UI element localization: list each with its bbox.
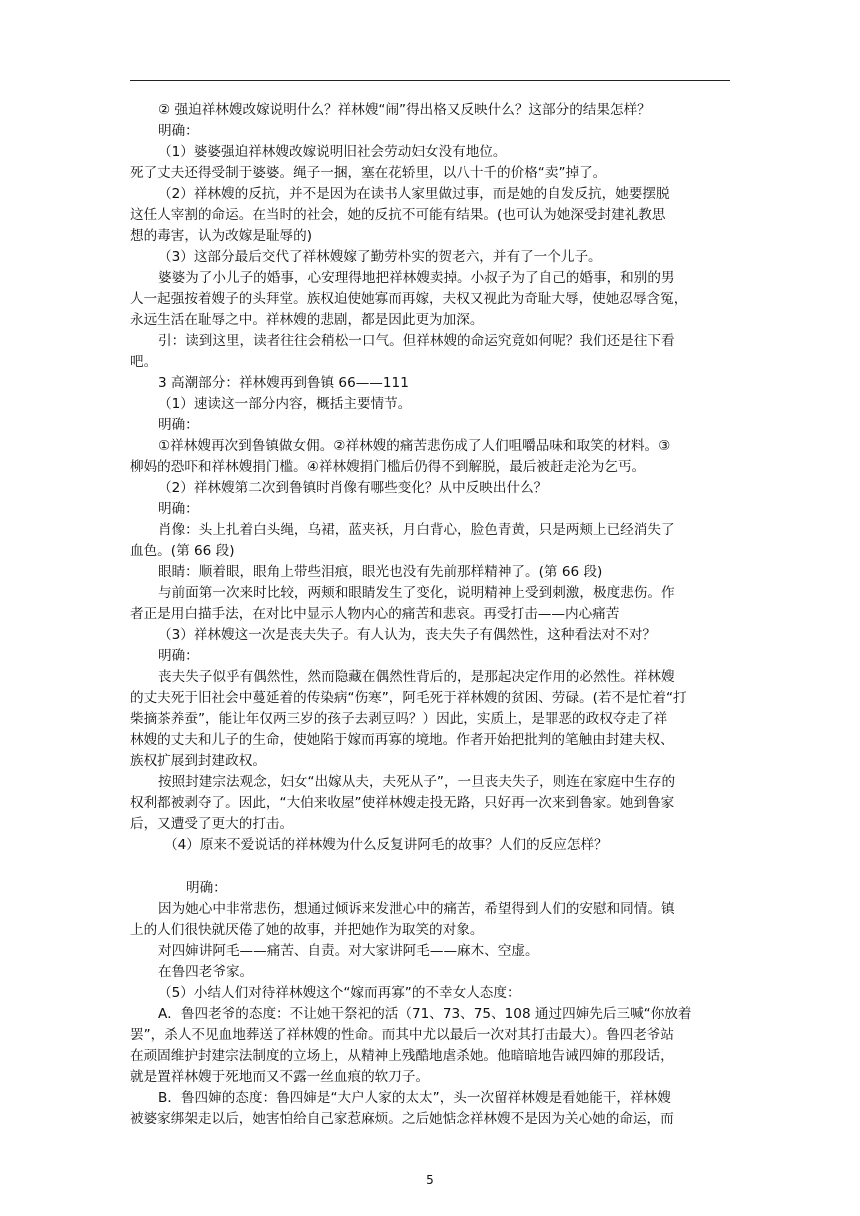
question-heading: （2）祥林嫂第二次到鲁镇时肖像有哪些变化？从中反映出什么？ xyxy=(158,480,548,496)
body-text-line: 血色。(第 66 段) xyxy=(130,543,235,559)
answer-label: 明确： xyxy=(158,501,199,517)
paragraph-start: 在鲁四老爷家。 xyxy=(158,964,254,980)
paragraph-start: B．鲁四婶的态度：鲁四婶是“大户人家的太太”，头一次留祥林嫂是看她能干，祥林嫂 xyxy=(158,1090,671,1106)
paragraph-start: 与前面第一次来时比较，两颊和眼睛发生了变化，说明精神上受到刺激，极度悲伤。作 xyxy=(158,585,675,601)
answer-point-1: （1）婆婆强迫祥林嫂改嫁说明旧社会劳动妇女没有地位。 xyxy=(158,144,507,160)
body-text-line: 在顽固维护封建宗法制度的立场上，从精神上残酷地虐杀她。他暗暗地告诫四婶的那段话， xyxy=(130,1048,674,1064)
body-text-line: 被婆家绑架走以后，她害怕给自己家惹麻烦。之后她惦念祥林嫂不是因为关心她的命运，而 xyxy=(130,1111,674,1127)
paragraph-start: 眼睛：顺着眼，眼角上带些泪痕，眼光也没有先前那样精神了。(第 66 段) xyxy=(158,564,603,580)
body-text-line: 就是置祥林嫂于死地而又不露一丝血痕的软刀子。 xyxy=(130,1069,430,1085)
page-body xyxy=(130,100,730,1130)
body-text-line: 权利都被剥夺了。因此，“大伯来收屋”使祥林嫂走投无路，只好再一次来到鲁家。她到鲁家 xyxy=(130,795,675,811)
body-text-line: 者正是用白描手法，在对比中显示人物内心的痛苦和悲哀。再受打击——内心痛苦 xyxy=(130,606,620,622)
body-text-line: 后，又遭受了更大的打击。 xyxy=(130,816,294,832)
question-heading: （1）速读这一部分内容，概括主要情节。 xyxy=(158,396,412,412)
question-heading: （4）原来不爱说话的祥林嫂为什么反复讲阿毛的故事？人们的反应怎样？ xyxy=(164,837,608,853)
answer-label: 明确： xyxy=(186,880,227,896)
body-text-line: 这任人宰割的命运。在当时的社会，她的反抗不可能有结果。(也可认为她深受封建礼教思 xyxy=(130,207,666,223)
paragraph-start: ①祥林嫂再次到鲁镇做女佣。②祥林嫂的痛苦悲伤成了人们咀嚼品味和取笑的材料。③ xyxy=(158,438,671,454)
question-2-heading: ② 强迫祥林嫂改嫁说明什么？祥林嫂“闹”得出格又反映什么？这部分的结果怎样？ xyxy=(158,102,651,118)
body-text-line: 人一起强按着嫂子的头拜堂。族权迫使她寡而再嫁，夫权又视此为奇耻大辱，使她忍辱含冤， xyxy=(130,291,688,307)
page-number: 5 xyxy=(426,1173,434,1187)
body-text-line: 上的人们很快就厌倦了她的故事，并把她作为取笑的对象。 xyxy=(130,922,484,938)
paragraph-start: 对四婶讲阿毛——痛苦、自责。对大家讲阿毛——麻木、空虚。 xyxy=(158,943,539,959)
answer-point-3: （3）这部分最后交代了祥林嫂嫁了勤劳朴实的贺老六，并有了一个儿子。 xyxy=(158,249,602,265)
answer-label: 明确： xyxy=(158,123,199,139)
body-text-line: 族权扩展到封建政权。 xyxy=(130,753,266,769)
answer-label: 明确： xyxy=(158,417,199,433)
paragraph-start: 肖像：头上扎着白头绳，乌裙，蓝夹袄，月白背心，脸色青黄，只是两颊上已经消失了 xyxy=(158,522,675,538)
question-heading: （5）小结人们对待祥林嫂这个“嫁而再寡”的不幸女人态度： xyxy=(158,985,521,1001)
transition-paragraph: 引：读到这里，读者往往会稍松一口气。但祥林嫂的命运究竟如何呢？我们还是往下看 xyxy=(158,333,675,349)
paragraph-start: 丧夫失子似乎有偶然性，然而隐藏在偶然性背后的，是那起决定作用的必然性。祥林嫂 xyxy=(158,669,675,685)
body-text-line: 永远生活在耻辱之中。祥林嫂的悲剧，都是因此更为加深。 xyxy=(130,312,484,328)
paragraph-start: 按照封建宗法观念，妇女“出嫁从夫，夫死从子”，一旦丧夫失子，则连在家庭中生存的 xyxy=(158,774,676,790)
body-text-line: 想的毒害，认为改嫁是耻辱的) xyxy=(130,228,313,244)
body-text-line: 罢”，杀人不见血地葬送了祥林嫂的性命。而其中尤以最后一次对其打击最大）。鲁四老爷站 xyxy=(130,1027,674,1043)
body-text-line: 死了丈夫还得受制于婆婆。绳子一捆，塞在花轿里，以八十千的价格“卖”掉了。 xyxy=(130,165,607,181)
body-text-line: 柳妈的恐吓和祥林嫂捐门槛。④祥林嫂捐门槛后仍得不到解脱，最后被赶走沦为乞丐。 xyxy=(130,459,646,475)
blank-line xyxy=(130,856,730,878)
body-text-line: 林嫂的丈夫和儿子的生命，使她陷于嫁而再寡的境地。作者开始把批判的笔触由封建夫权、 xyxy=(130,732,674,748)
answer-point-2: （2）祥林嫂的反抗，并不是因为在读书人家里做过事，而是她的自发反抗，她要摆脱 xyxy=(158,186,670,202)
section-3-heading: 3 高潮部分：祥林嫂再到鲁镇 66——111 xyxy=(158,375,409,391)
paragraph-start: A．鲁四老爷的态度：不让她干祭祀的活（71、73、75、108 通过四婶先后三喊“你放着 xyxy=(158,1006,692,1022)
paragraph-start: 因为她心中非常悲伤，想通过倾诉来发泄心中的痛苦，希望得到人们的安慰和同情。镇 xyxy=(158,901,675,917)
body-text-line: 柴摘茶养蚕”，能让年仅两三岁的孩子去剥豆吗？）因此，实质上，是罪恶的政权夺走了祥 xyxy=(130,711,668,727)
paragraph-start: 婆婆为了小儿子的婚事，心安理得地把祥林嫂卖掉。小叔子为了自己的婚事，和别的男 xyxy=(158,270,675,286)
answer-label: 明确： xyxy=(158,648,199,664)
header-rule xyxy=(130,80,730,81)
body-text-line: 的丈夫死于旧社会中蔓延着的传染病“伤寒”，阿毛死于祥林嫂的贫困、劳碌。(若不是忙着“打 xyxy=(130,690,687,706)
body-text-line: 吧。 xyxy=(130,354,158,370)
question-heading: （3）祥林嫂这一次是丧夫失子。有人认为，丧夫失子有偶然性，这种看法对不对？ xyxy=(158,627,657,643)
